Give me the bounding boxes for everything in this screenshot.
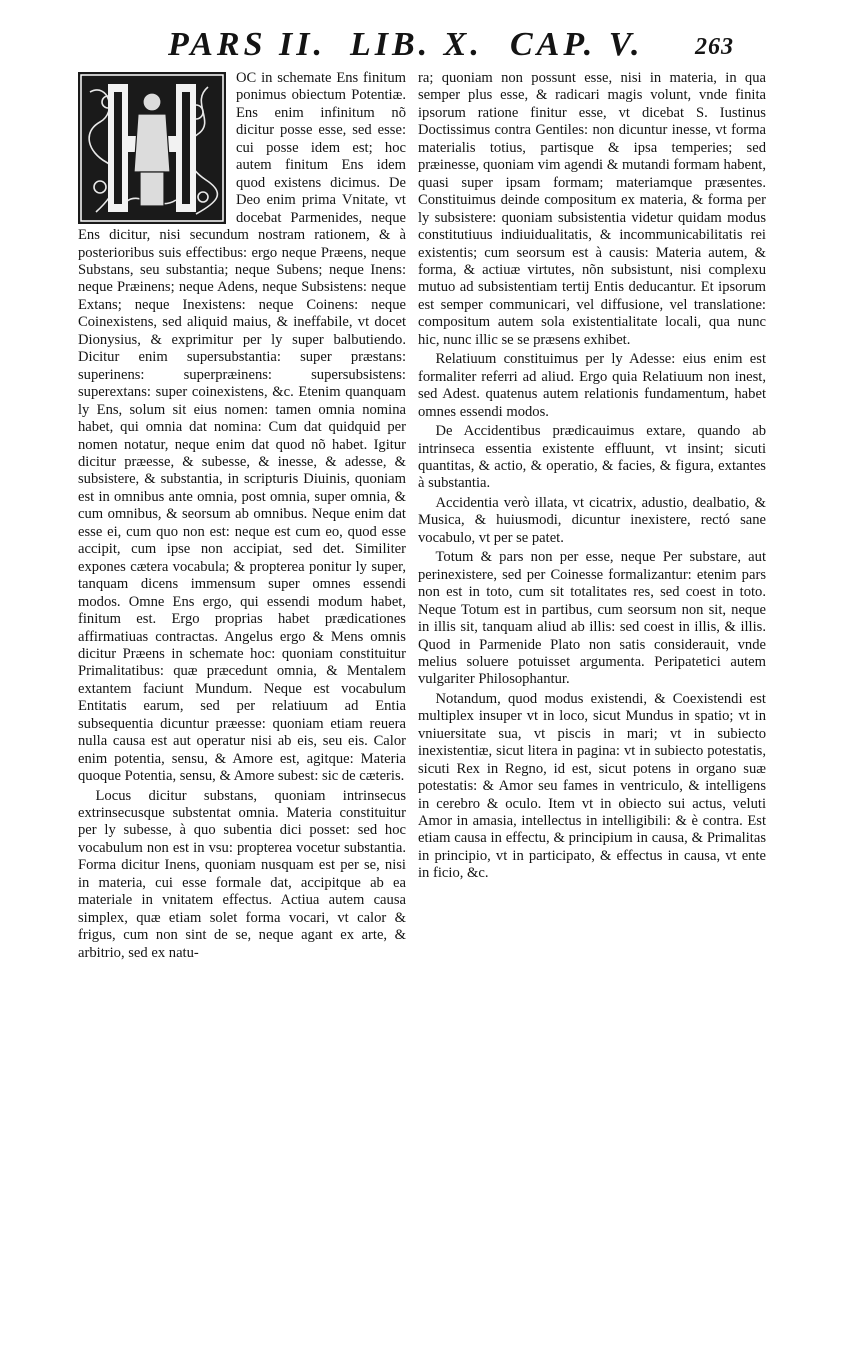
header-chapter: CAP. V. [510, 26, 644, 63]
header-part: PARS II. [168, 26, 326, 63]
paragraph: Locus dicitur substans, quoniam intrinsecus extrinsecusque substentat omnia. Materia constituitur per ly subesse, à quo subentia dici posset: sed hoc vocabulum non est in vsu: propterea vocetur substantia. Forma dicitur Inens, quoniam nusquam est per se, nisi in materia, cui esse formale dat, accipitque ab ea materiale in vnitatem effectus. Actiua autem causa simplex, quæ etiam solet forma vocari, vt calor & frigus, cum non sint de se, neque agant ex arte, & arbitrio, sed ex natu- [78, 787, 406, 961]
paragraph: Accidentia verò illata, vt cicatrix, adustio, dealbatio, & Musica, & huiusmodi, dicuntur inexistere, rectó sane vocabulo, vt per se patet. [418, 494, 766, 546]
paragraph: Notandum, quod modus existendi, & Coexistendi est multiplex insuper vt in loco, sicut Mundus in spatio; vt in vniuersitate sua, vt piscis in mari; vt in subiecto inexistentiæ, sicut litera in pagina: vt in subiecto potestatis, sicuti Rex in Regno, id est, sicut potens in organo suæ potestatis: & Amor seu fames in ventriculo, & intelligens in cerebro & oculo. Item vt in obiecto sui actus, veluti Amor in amasia, intellectus in intelligibili: & è contra. Est etiam causa in effectu, & principium in causa, & Primalitas in principio, vt in participato, & effectus in causa, vt ente in ficio, &c. [418, 690, 766, 882]
paragraph: Relatiuum constituimus per ly Adesse: eius enim est formaliter referri ad aliud. Ergo quia Relatiuum non inest, sed Adest. quatenus autem relationis fundamentum, habet omnes essendi modos. [418, 351, 766, 420]
paragraph: De Accidentibus prædicauimus extare, quando ab intrinseca essentia existente effluunt, vt insint; sicuti quantitas, & actio, & operatio, & facies, & figura, extantes à substantia. [418, 423, 766, 492]
running-header [160, 26, 790, 76]
right-column [418, 70, 766, 883]
header-book: LIB. X. [350, 26, 483, 63]
decorated-initial-H-icon [78, 72, 226, 224]
paragraph: ra; quoniam non possunt esse, nisi in materia, in qua semper plus esse, & radicari magis volunt, vnde finita ipsorum ratione finitur esse, vt dicebat S. Iustinus Doctissimus contra Gentiles: non dicuntur inesse, vt forma materialis totius, partisque & ipsa temperies; sed præinesse, quoniam vim agendi & mutandi formam habent, quasi super ipsam formam; materiamque præsentes. Constituimus deinde compositum ex materia, & forma per ly subsistere: quoniam subsistentia videtur quidam modus constitutiuus indiuidualitatis, & incommunicabilitatis rei existentis; cum seorsum est à causis: Materia autem, & forma, & actiuæ virtutes, nõn subsistunt, nisi complexu mutuo ad subsistentiam tertij Entis deducantur. Et ipsorum est semper communicari, vel diffusione, vel translatione: compositum autem sola existentialitate locali, qua nunc hic, nunc illic se se præsens exhibet. [418, 70, 766, 348]
paragraph: OC in schemate Ens finitum ponimus obiectum Potentiæ. Ens enim infinitum nõ dicitur posse esse, sed esse: cui posse idem est; hoc autem finitum Ens idem quod existens dicimus. De Deo enim prima Vnitate, vt docebat Parmenides, neque Ens dicitur, nisi secundum nostram rationem, & à posterioribus suis effectibus: ergo neque Præens, neque Substans, seu substantia; neque Subens; neque Inens: neque Præinens; neque Adens, neque Subsistens: neque Extans; neque Inexistens: neque Coinens: neque Coinexistens, sed aliquid maius, & ineffabile, vt docet Dionysius, & exprimitur per ly super balbutiendo. Dicitur enim supersubstantia: super præstans: superinens: superpræinens: supersubsistens: superextans: super coinexistens, &c. Etenim quanquam ly Ens, solum sit eius nomen: tamen omnia nomina habet, qui omnia dat nomina: Cum dat quidquid per nomen notatur, neque enim dat quod nõ habet. Igitur dicitur præesse, & subesse, & inesse, & adesse, & subsistere, & substantia, in scripturis Diuinis, quoniam est in omnibus ante omnia, post omnia, super omnia, & cum omnibus, & seorsum ab omnibus. Neque enim dat esse ei, cum quo non est: neque est cum eo, quod esse accipit, cum ipse non accipiat, sed det. Similiter expones cætera vocabula; & propterea ponitur ly super, tanquam dicens immensum super omnes essendi modos. Omne Ens ergo, qui essendi modum habet, finitum est. Ergo proprias habet prædicationes affirmatiuas contractas. Angelus ergo & Mens omnis dicitur Præens in schemate hoc: quoniam constituitur Primalitatibus: quæ præcedunt omnia, & Mentalem extantem faciunt Mundum. Neque est vocabulum Entitatis earum, sed per relatiuum ad Entia subsequentia dicuntur præesse: quoniam etiam reuera nulla causa est aut operatur nisi ab eis, seu eis. Calor enim potentia, sensu, & Amore est, agitque: Materia quoque Potentia, sensu, & Amore subest: sic de cæteris. [78, 70, 406, 785]
page-number: 263 [695, 34, 734, 60]
paragraph: Totum & pars non per esse, neque Per substare, aut perinexistere, sed per Coinesse formalizantur: etenim pars non est in toto, cum sit totalitates res, sed coest in toto. Neque Totum est in partibus, cum seorsum non sit, neque in illis sit, tanquam aliud ab illis: sed coest in illis, & illis. Quod in Parmenide Plato non satis considerauit, vnde melius soluere potuisset argumenta. Peripatetici autem vulgariter Philosophantur. [418, 549, 766, 688]
left-column [78, 70, 406, 962]
